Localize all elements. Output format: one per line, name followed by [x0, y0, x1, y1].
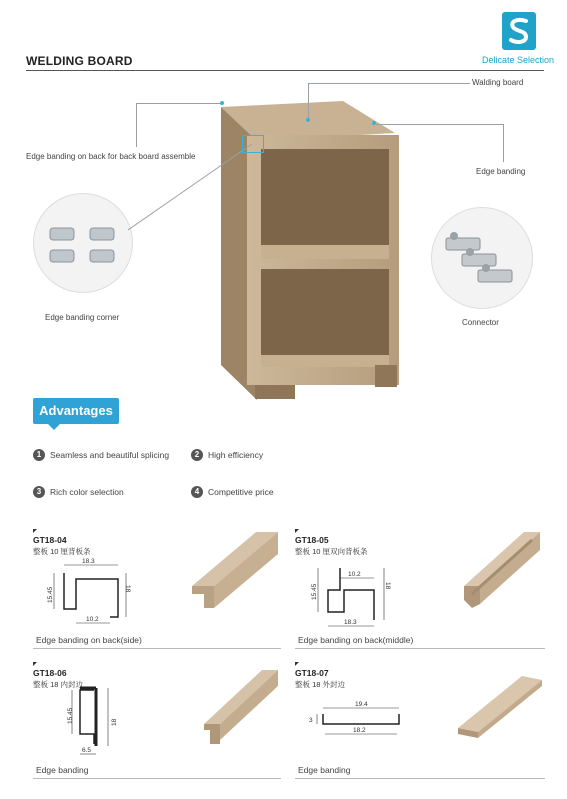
leader-line	[503, 124, 504, 162]
product-subtitle: 整板 18 外封边	[295, 680, 346, 689]
dimension-label: 15.45	[311, 583, 318, 600]
leader-line	[136, 103, 222, 104]
dimension-label: 18	[384, 582, 391, 590]
product-divider	[33, 648, 281, 649]
number-badge: 4	[191, 486, 203, 498]
corner-mark	[295, 662, 299, 666]
advantage-label: Rich color selection	[50, 487, 124, 497]
product-divider	[33, 778, 281, 779]
brand-tagline: Delicate Selection	[481, 55, 555, 65]
profile-photo	[186, 528, 282, 618]
product-subtitle: 整板 18 内封边	[33, 680, 84, 689]
profile-photo	[454, 528, 546, 618]
dimension-label: 6.5	[82, 747, 92, 754]
dimension-label: 18.3	[344, 619, 357, 626]
advantage-label: Competitive price	[208, 487, 274, 497]
dimension-label: 15.45	[47, 586, 54, 603]
profile-drawing	[300, 558, 400, 633]
corner-mark	[33, 529, 37, 533]
dimension-label: 10.2	[86, 616, 99, 623]
brand-logo	[502, 12, 536, 50]
corner-mark	[33, 662, 37, 666]
product-code: GT18-05	[295, 535, 329, 545]
profile-photo	[452, 670, 548, 750]
dimension-label: 18	[124, 585, 131, 593]
label-edge-banding: Edge banding	[476, 167, 526, 176]
label-edge-banding-back: Edge banding on back for back board assemble	[26, 152, 196, 161]
advantage-item	[33, 449, 169, 461]
product-code: GT18-07	[295, 668, 329, 678]
dimension-label: 19.4	[355, 701, 368, 708]
profile-photo	[196, 664, 282, 750]
corner-mark	[295, 529, 299, 533]
profile-drawing	[40, 555, 140, 630]
label-walding-board: Walding board	[472, 78, 524, 87]
callout-dot	[372, 121, 376, 125]
product-code: GT18-04	[33, 535, 67, 545]
label-edge-banding-corner: Edge banding corner	[45, 313, 120, 322]
dimension-label: 18.2	[353, 727, 366, 734]
advantage-item	[191, 486, 274, 498]
advantages-heading: Advantages	[33, 398, 119, 424]
product-subtitle: 整板 10 厘背板条	[33, 547, 91, 556]
profile-drawing	[305, 700, 405, 750]
leader-line	[308, 83, 309, 119]
label-connector: Connector	[462, 318, 499, 327]
product-divider	[295, 778, 545, 779]
title-divider	[26, 70, 544, 71]
dimension-label: 18.3	[82, 558, 95, 565]
product-caption: Edge banding	[298, 765, 351, 775]
callout-dot	[220, 101, 224, 105]
connector-image	[431, 207, 533, 309]
corner-leader	[128, 140, 258, 240]
advantage-item	[191, 449, 263, 461]
advantages-pointer	[48, 424, 60, 430]
callout-dot	[306, 118, 310, 122]
product-subtitle: 整板 10 厘双向背板条	[295, 547, 368, 556]
edge-banding-corner-image	[33, 193, 133, 293]
product-caption: Edge banding on back(side)	[36, 635, 142, 645]
number-badge: 3	[33, 486, 45, 498]
dimension-label: 3	[309, 717, 313, 724]
leader-line	[376, 124, 504, 125]
corner-highlight	[242, 135, 264, 153]
advantage-item	[33, 486, 124, 498]
advantage-label: Seamless and beautiful splicing	[50, 450, 170, 460]
advantage-label: High efficiency	[208, 450, 264, 460]
leader-line	[308, 83, 470, 84]
dimension-label: 15.45	[67, 707, 74, 724]
product-code: GT18-06	[33, 668, 67, 678]
product-caption: Edge banding on back(middle)	[298, 635, 414, 645]
number-badge: 1	[33, 449, 45, 461]
product-caption: Edge banding	[36, 765, 89, 775]
dimension-label: 18	[111, 718, 118, 726]
profile-drawing	[60, 684, 140, 764]
number-badge: 2	[191, 449, 203, 461]
product-divider	[295, 648, 545, 649]
dimension-label: 10.2	[348, 571, 361, 578]
page-title: WELDING BOARD	[26, 54, 133, 68]
